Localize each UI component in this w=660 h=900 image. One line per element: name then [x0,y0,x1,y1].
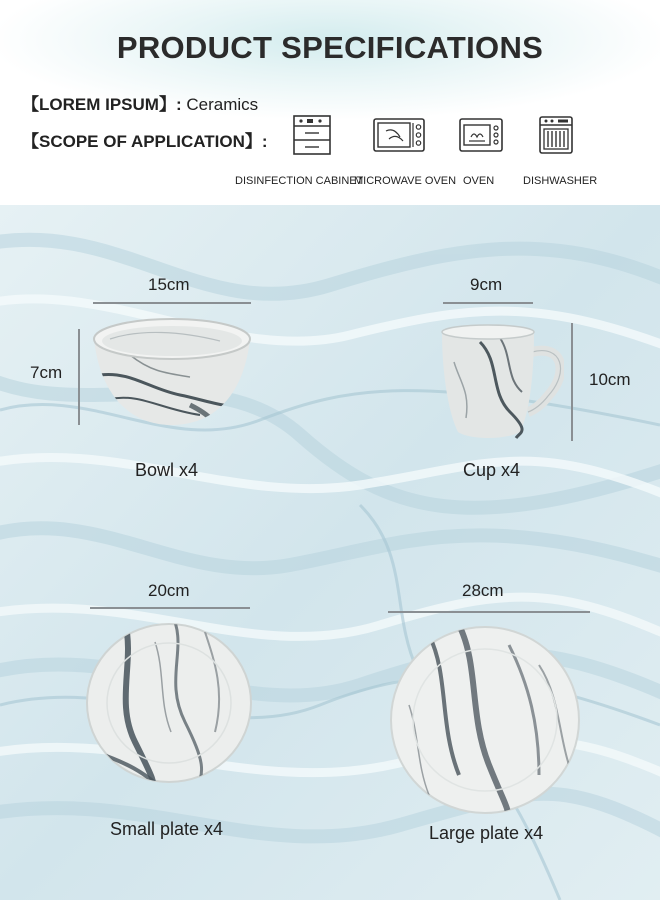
cup-width-line [443,302,533,304]
app-label-disinfection-cabinet: DISINFECTION CABINET [235,175,364,187]
material-key: 【LOREM IPSUM】: [22,95,182,114]
large-plate-width-line [388,611,590,613]
bowl-width-line [93,302,251,304]
bowl-width-label: 15cm [148,275,190,294]
oven-icon [458,114,504,156]
small-plate-image [85,622,253,784]
app-label-oven: OVEN [463,175,495,187]
cup-width-label: 9cm [470,275,503,294]
bowl-label: Bowl x4 [135,460,199,480]
microwave-oven-icon [372,114,426,156]
page-title: PRODUCT SPECIFICATIONS [116,30,544,65]
cup-height-label: 10cm [589,370,631,389]
large-plate-image [389,625,581,815]
large-plate-label: Large plate x4 [429,823,544,843]
bowl-image [90,315,254,431]
marble-background [0,205,660,900]
material-spec [22,90,258,115]
large-plate-width-label: 28cm [462,581,504,600]
small-plate-width-label: 20cm [148,581,190,600]
cup-height-line [571,323,573,441]
app-label-dishwasher: DISHWASHER [523,175,598,187]
dishwasher-icon [538,114,574,156]
material-value: Ceramics [186,95,259,114]
bowl-height-label: 7cm [30,363,63,382]
disinfection-cabinet-icon [292,114,332,156]
scope-key: 【SCOPE OF APPLICATION】: [22,132,268,151]
app-label-microwave-oven: MICROWAVE OVEN [354,175,457,187]
cup-label: Cup x4 [463,460,521,480]
cup-image [440,322,564,442]
small-plate-label: Small plate x4 [110,819,224,839]
scope-spec [22,127,268,152]
header [0,0,660,205]
small-plate-width-line [90,607,250,609]
bowl-height-line [78,329,80,425]
